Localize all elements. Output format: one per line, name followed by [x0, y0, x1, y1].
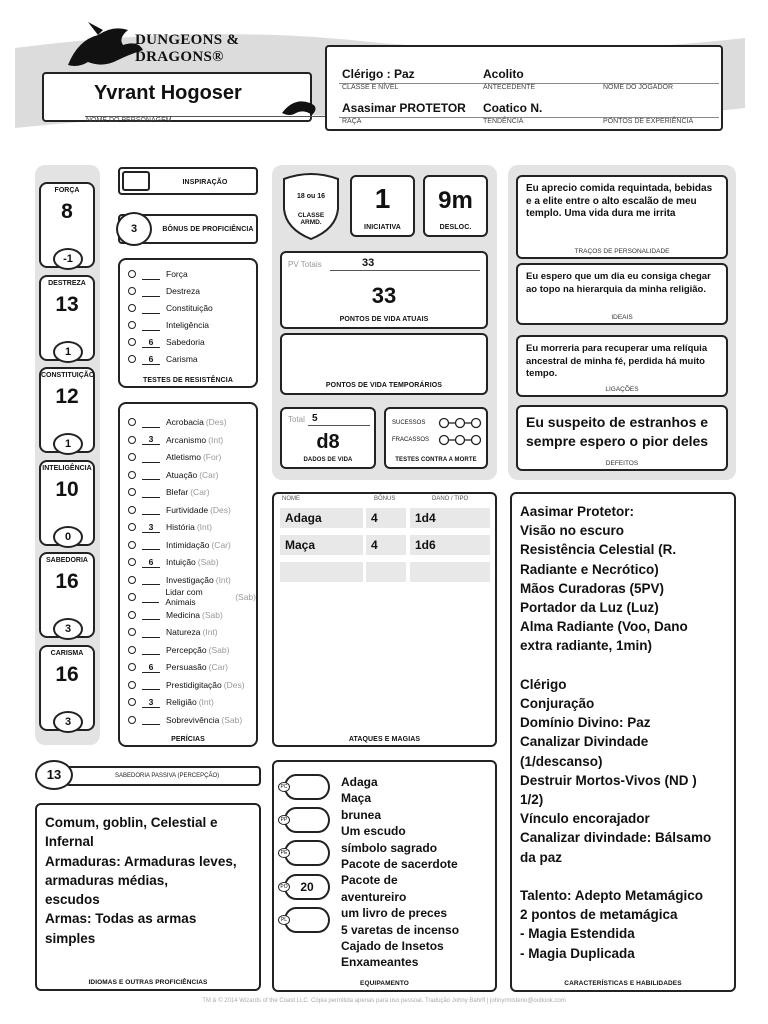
- skill-row[interactable]: 6 Persuasão (Car): [128, 660, 228, 674]
- personality-panel: [508, 165, 736, 480]
- save-row[interactable]: Destreza: [128, 284, 200, 298]
- flaws-text[interactable]: Eu suspeito de estranhos e sempre espero o pior deles: [526, 414, 709, 449]
- coin-value[interactable]: [284, 774, 330, 800]
- personality-traits-text[interactable]: Eu aprecio comida requintada, bebidas e a elite entre o alto escalão de meu templo. Uma vida dura me irrita: [526, 183, 713, 219]
- ability-name: DESTREZA: [48, 280, 86, 287]
- initiative-value[interactable]: 1: [374, 183, 391, 214]
- skill-row[interactable]: Intimidação (Car): [128, 538, 231, 552]
- proficiency-dot[interactable]: [128, 681, 136, 689]
- death-success-checkboxes[interactable]: [438, 417, 484, 429]
- save-row[interactable]: Inteligência: [128, 318, 209, 332]
- languages-text[interactable]: Comum, goblin, Celestial e Infernal Armaduras: Armaduras leves, armaduras médias, escudos Armas: Todas as armas simples: [45, 815, 237, 946]
- ability-strength[interactable]: [39, 182, 95, 268]
- proficiency-dot[interactable]: [128, 663, 136, 671]
- attack-damage[interactable]: 1d6: [410, 535, 490, 555]
- coin-ep[interactable]: [278, 840, 330, 866]
- death-fail-label: FRACASSOS: [392, 437, 430, 443]
- equipment-box[interactable]: [272, 760, 497, 992]
- hit-dice-total-value[interactable]: 5: [312, 413, 318, 424]
- skill-row[interactable]: Atletismo (For): [128, 450, 221, 464]
- skill-row[interactable]: Percepção (Sab): [128, 643, 229, 657]
- death-fail-checkboxes[interactable]: [438, 434, 484, 446]
- save-row[interactable]: Força: [128, 267, 188, 281]
- coin-tag: PP: [278, 815, 290, 825]
- current-hp-box[interactable]: [280, 251, 488, 329]
- speed-box[interactable]: [423, 175, 488, 237]
- skill-row[interactable]: Lidar com Animais (Sab): [128, 590, 256, 604]
- ability-modifier[interactable]: 1: [53, 341, 83, 363]
- race-value[interactable]: Asasimar PROTETOR: [342, 101, 466, 115]
- ability-modifier[interactable]: 3: [53, 711, 83, 733]
- ability-modifier[interactable]: 1: [53, 433, 83, 455]
- hp-max-value[interactable]: 33: [362, 257, 375, 269]
- skill-row[interactable]: 3 Arcanismo (Int): [128, 433, 223, 447]
- ideals-text[interactable]: Eu espero que um dia eu consiga chegar ao topo na hierarquia da minha religião.: [526, 271, 711, 295]
- hp-temp-label: PONTOS DE VIDA TEMPORÁRIOS: [325, 382, 443, 389]
- armor-class-shield-icon[interactable]: [280, 171, 342, 241]
- ability-intelligence[interactable]: [39, 460, 95, 546]
- ability-name: CONSTITUIÇÃO: [41, 372, 95, 379]
- personality-traits-box[interactable]: [516, 175, 728, 259]
- alignment-label: TENDÊNCIA: [483, 118, 524, 125]
- armor-class-label: CLASSE ARMD.: [297, 212, 325, 226]
- proficiency-dot[interactable]: [128, 541, 136, 549]
- equipment-label: EQUIPAMENTO: [360, 980, 409, 987]
- hit-dice-box[interactable]: [280, 407, 376, 469]
- coin-value[interactable]: [284, 807, 330, 833]
- attack-damage[interactable]: [410, 562, 490, 582]
- ideals-box[interactable]: [516, 263, 728, 325]
- attack-damage[interactable]: 1d4: [410, 508, 490, 528]
- attack-bonus[interactable]: [366, 562, 406, 582]
- hit-dice-total-label: Total: [288, 415, 305, 424]
- flaws-label: DEFEITOS: [605, 460, 639, 467]
- proficiency-label: BÔNUS DE PROFICIÊNCIA: [162, 226, 254, 233]
- skill-row[interactable]: 6 Intuição (Sab): [128, 555, 219, 569]
- passive-wisdom-box: [65, 766, 261, 786]
- proficiency-dot[interactable]: [128, 698, 136, 706]
- coin-tag: PC: [278, 782, 290, 792]
- proficiency-dot[interactable]: [128, 304, 136, 312]
- save-row[interactable]: 6 Sabedoria: [128, 335, 205, 349]
- ability-modifier[interactable]: -1: [53, 248, 83, 270]
- inspiration-input[interactable]: [122, 171, 150, 191]
- proficiency-dot[interactable]: [128, 576, 136, 584]
- coin-value[interactable]: [284, 840, 330, 866]
- languages-label: IDIOMAS E OUTRAS PROFICIÊNCIAS: [88, 979, 208, 986]
- ability-dexterity[interactable]: [39, 275, 95, 361]
- ability-scores-panel: [35, 165, 100, 745]
- save-row[interactable]: 6 Carisma: [128, 352, 198, 366]
- character-info-box: [325, 45, 723, 131]
- hp-current-label: PONTOS DE VIDA ATUAIS: [339, 316, 429, 323]
- ability-constitution[interactable]: [39, 367, 95, 453]
- features-box[interactable]: [510, 492, 736, 992]
- class-level-label: CLASSE E NÍVEL: [342, 84, 399, 91]
- proficiency-dot[interactable]: [128, 558, 136, 566]
- logo: [40, 20, 330, 70]
- coin-sp[interactable]: [278, 807, 330, 833]
- coin-gp[interactable]: [278, 874, 330, 900]
- hit-dice-value[interactable]: d8: [316, 431, 340, 453]
- skill-row[interactable]: Natureza (Int): [128, 625, 218, 639]
- attack-name[interactable]: [280, 562, 363, 582]
- coin-pp[interactable]: [278, 907, 330, 933]
- proficiency-dot[interactable]: [128, 436, 136, 444]
- skill-row[interactable]: 3 História (Int): [128, 520, 212, 534]
- player-name-label: NOME DO JOGADOR: [603, 84, 674, 91]
- proficiency-dot[interactable]: [128, 488, 136, 496]
- proficiency-dot[interactable]: [128, 593, 136, 601]
- background-label: ANTECEDENTE: [483, 84, 536, 91]
- temp-hp-box[interactable]: [280, 333, 488, 395]
- ability-name: FORÇA: [54, 187, 80, 194]
- ability-score[interactable]: 12: [55, 385, 79, 408]
- character-name-label: NOME DO PERSONAGEM: [86, 117, 172, 124]
- proficiency-dot[interactable]: [128, 506, 136, 514]
- background-value[interactable]: Acolito: [483, 67, 524, 81]
- ability-score[interactable]: 16: [55, 663, 79, 686]
- saves-title: TESTES DE RESISTÊNCIA: [142, 377, 233, 384]
- saving-throws-box: [118, 258, 258, 388]
- proficiency-dot[interactable]: [128, 270, 136, 278]
- features-label: CARACTERÍSTICAS E HABILIDADES: [564, 980, 682, 987]
- ability-name: INTELIGÊNCIA: [42, 465, 92, 472]
- skill-row[interactable]: Medicina (Sab): [128, 608, 223, 622]
- coin-tag: PE: [278, 848, 290, 858]
- coin-cp[interactable]: [278, 774, 330, 800]
- speed-label: DESLOC.: [439, 224, 472, 231]
- proficiency-dot[interactable]: [128, 523, 136, 531]
- ability-modifier[interactable]: 3: [53, 618, 83, 640]
- proficiency-dot[interactable]: [128, 453, 136, 461]
- bonds-box[interactable]: [516, 335, 728, 397]
- proficiency-value[interactable]: 3: [116, 212, 152, 246]
- hp-max-underline: [330, 270, 480, 271]
- skill-row[interactable]: Blefar (Car): [128, 485, 210, 499]
- attacks-box: [272, 492, 497, 747]
- hit-dice-label: DADOS DE VIDA: [303, 457, 353, 463]
- ability-charisma[interactable]: [39, 645, 95, 731]
- features-text[interactable]: Aasimar Protetor: Visão no escuro Resistência Celestial (R. Radiante e Necrótico) Mãos Curadoras (5PV) Portador da Luz (Luz) Alma Radiante (Voo, Dano extra radiante, 1min) Clérigo Conjuração Domínio Divino: Paz Canalizar Divindade (1/descanso) Destruir Mortos-Vivos (ND ) 1/2) Vínculo encorajador Canalizar divindade: Bálsamo da paz Talento: Adepto Metamágico 2 pontos de metamágica - Magia Estendida - Magia Duplicada: [520, 504, 712, 961]
- armor-class-value[interactable]: 18 ou 16: [296, 193, 325, 200]
- proficiency-dot[interactable]: [128, 628, 136, 636]
- flaws-box[interactable]: [516, 405, 728, 471]
- character-name[interactable]: Yvrant Hogoser: [94, 82, 242, 104]
- proficiency-dot[interactable]: [128, 338, 136, 346]
- attack-name[interactable]: Maça: [280, 535, 363, 555]
- save-row[interactable]: Constituição: [128, 301, 213, 315]
- skill-row[interactable]: 3 Religião (Int): [128, 695, 214, 709]
- equipment-text[interactable]: Adaga Maça brunea Um escudo símbolo sagrado Pacote de sacerdote Pacote de aventureiro um livro de preces 5 varetas de incenso Cajado de Insetos Enxameantes: [341, 775, 460, 970]
- class-level-value[interactable]: Clérigo : Paz: [342, 67, 415, 81]
- languages-box[interactable]: [35, 803, 261, 991]
- skill-row[interactable]: Sobrevivência (Sab): [128, 713, 242, 727]
- ability-name: CARISMA: [50, 650, 84, 657]
- skills-box: [118, 402, 258, 747]
- initiative-label: INICIATIVA: [364, 224, 401, 231]
- bonds-text[interactable]: Eu morreria para recuperar uma relíquia ancestral de minha fé, perdida há muito tempo.: [526, 343, 708, 379]
- ability-modifier[interactable]: 0: [53, 526, 83, 548]
- attacks-col-bonus: BÔNUS: [374, 496, 396, 502]
- proficiency-dot[interactable]: [128, 287, 136, 295]
- attacks-title: ATAQUES E MAGIAS: [348, 736, 421, 743]
- ability-name: SABEDORIA: [45, 557, 88, 564]
- skill-row[interactable]: Atuação (Car): [128, 468, 219, 482]
- combat-panel: [272, 165, 497, 480]
- death-saves-box: [384, 407, 488, 469]
- proficiency-dot[interactable]: [128, 321, 136, 329]
- hit-dice-underline: [308, 425, 370, 426]
- coin-tag: PO: [278, 882, 290, 892]
- ability-score[interactable]: 16: [55, 570, 79, 593]
- death-saves-label: TESTES CONTRA A MORTE: [395, 457, 477, 463]
- skills-title: PERÍCIAS: [171, 736, 205, 743]
- attack-bonus[interactable]: 4: [366, 508, 406, 528]
- alignment-value[interactable]: Coatico N.: [483, 101, 543, 115]
- ability-wisdom[interactable]: [39, 552, 95, 638]
- logo-text: DUNGEONS & DRAGONS®: [135, 32, 240, 65]
- proficiency-dot[interactable]: [128, 418, 136, 426]
- dragon-tail-icon: [282, 95, 322, 123]
- bonds-label: LIGAÇÕES: [605, 386, 639, 393]
- ability-score[interactable]: 13: [55, 293, 79, 316]
- proficiency-dot[interactable]: [128, 611, 136, 619]
- passive-wisdom-label: SABEDORIA PASSIVA (PERCEPÇÃO): [115, 773, 220, 779]
- proficiency-dot[interactable]: [128, 355, 136, 363]
- proficiency-dot[interactable]: [128, 471, 136, 479]
- initiative-box[interactable]: [350, 175, 415, 237]
- inspiration-box: [118, 167, 258, 195]
- coin-value[interactable]: [284, 907, 330, 933]
- death-success-label: SUCESSOS: [392, 420, 426, 426]
- proficiency-dot[interactable]: [128, 716, 136, 724]
- ability-score[interactable]: 10: [55, 478, 79, 501]
- skill-row[interactable]: Investigação (Int): [128, 573, 231, 587]
- attack-bonus[interactable]: 4: [366, 535, 406, 555]
- hp-max-label: PV Totais: [288, 260, 322, 269]
- attacks-col-name: NOME: [282, 496, 300, 502]
- character-name-scroll[interactable]: [42, 72, 312, 122]
- speed-value[interactable]: 9m: [438, 187, 473, 214]
- passive-wisdom-value[interactable]: 13: [35, 760, 73, 790]
- footer-copyright: TM & © 2014 Wizards of the Coast LLC. Cópia permitida apenas para uso pessoal. Tradução Johny Bahrfl | johnyrmisterio@outlook.com: [202, 998, 566, 1004]
- coin-value[interactable]: 20: [284, 874, 330, 900]
- xp-label: PONTOS DE EXPERIÊNCIA: [603, 118, 694, 125]
- skill-row[interactable]: Prestidigitação (Des): [128, 678, 245, 692]
- ability-score[interactable]: 8: [61, 200, 73, 223]
- coin-tag: PL: [278, 915, 290, 925]
- skill-row[interactable]: Acrobacia (Des): [128, 415, 227, 429]
- ideals-label: IDEAIS: [611, 314, 633, 321]
- proficiency-dot[interactable]: [128, 646, 136, 654]
- inspiration-label: INSPIRAÇÃO: [182, 179, 228, 186]
- attacks-col-damage: DANO / TIPO: [432, 496, 469, 502]
- personality-traits-label: TRAÇOS DE PERSONALIDADE: [574, 248, 670, 255]
- hp-current-value[interactable]: 33: [371, 283, 397, 308]
- passive-wisdom-row: [35, 760, 261, 790]
- race-label: RAÇA: [342, 118, 362, 125]
- attack-name[interactable]: Adaga: [280, 508, 363, 528]
- skill-row[interactable]: Furtividade (Des): [128, 503, 231, 517]
